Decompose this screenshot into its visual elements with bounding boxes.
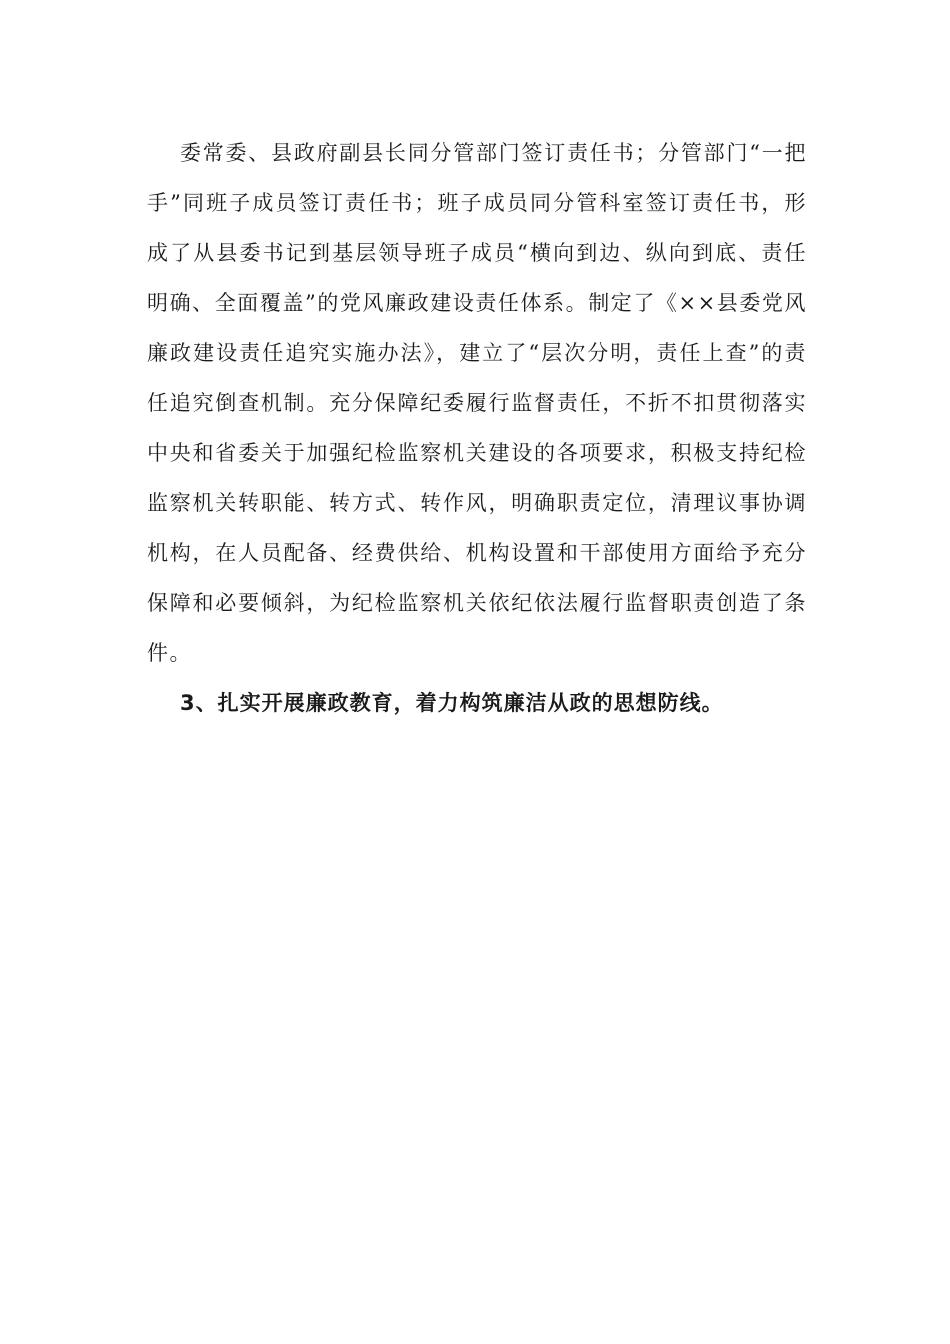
section-heading: 3、扎实开展廉政教育，着力构筑廉洁从政的思想防线。 bbox=[180, 691, 724, 715]
body-paragraph: 委常委、县政府副县长同分管部门签订责任书；分管部门“一把手”同班子成员签订责任书；班子成员同分管科室签订责任书，形成了从县委书记到基层领导班子成员“横向到边、纵向到底、责任明确、全面覆盖”的党风廉政建设责任体系。制定了《××县委党风廉政建设责任追究实施办法》，建立了“层次分明，责任上查”的责任追究倒查机制。充分保障纪委履行监督责任，不折不扣贯彻落实中央和省委关于加强纪检监察机关建设的各项要求，积极支持纪检监察机关转职能、转方式、转作风，明确职责定位，清理议事协调机构，在人员配备、经费供给、机构设置和干部使用方面给予充分保障和必要倾斜，为纪检监察机关依纪依法履行监督职责创造了条件。 bbox=[147, 141, 807, 665]
document-body bbox=[147, 128, 807, 728]
